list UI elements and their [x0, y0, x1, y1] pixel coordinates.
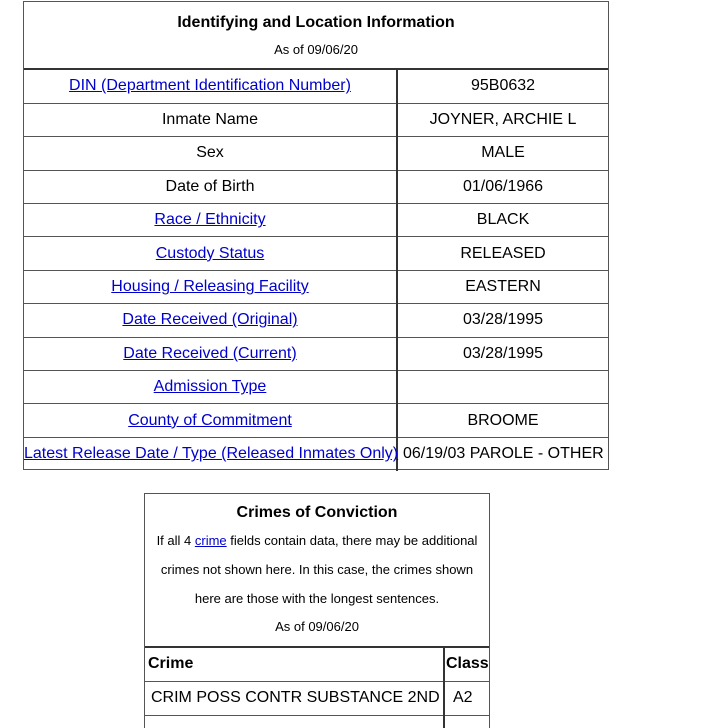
info-label-link[interactable]: Date Received (Original)	[122, 311, 298, 329]
crimes-caption	[145, 494, 489, 648]
crimes-as-of: As of 09/06/20	[275, 619, 359, 634]
info-row	[24, 103, 608, 136]
info-value: EASTERN	[397, 270, 608, 303]
info-row-label-cell	[24, 137, 397, 170]
info-label-link[interactable]: Date Received (Current)	[123, 344, 297, 362]
info-value: 95B0632	[397, 70, 608, 103]
info-row-label-cell	[24, 437, 397, 470]
info-label: Sex	[196, 144, 224, 162]
info-row	[24, 204, 608, 237]
info-row-label-cell	[24, 170, 397, 203]
crimes-note	[145, 523, 489, 613]
identifying-info-table	[23, 1, 609, 470]
info-row	[24, 404, 608, 437]
class-cell: A2	[444, 681, 489, 715]
info-value: 03/28/1995	[397, 337, 608, 370]
info-value: BROOME	[397, 404, 608, 437]
info-value: 01/06/1966	[397, 170, 608, 203]
info-value: 06/19/03 PAROLE - OTHER	[403, 445, 604, 463]
crime-cell	[145, 715, 444, 728]
info-label-link[interactable]: Latest Release Date / Type (Released Inmates Only)	[24, 445, 399, 463]
class-cell	[444, 715, 489, 728]
info-row-label-cell	[24, 404, 397, 437]
info-label-link[interactable]: Race / Ethnicity	[154, 211, 266, 229]
info-value	[397, 371, 608, 404]
info-label: Date of Birth	[165, 177, 255, 195]
info-label: Inmate Name	[161, 111, 259, 129]
info-row	[24, 371, 608, 404]
crimes-header-row	[145, 648, 489, 681]
info-row-label-cell	[24, 237, 397, 270]
crimes-note-suffix: fields contain data, there may be additional crimes not shown here. In this case, the crimes shown here are those with the longest sentences.	[160, 533, 478, 606]
crime-row	[145, 715, 489, 728]
info-value: RELEASED	[397, 237, 608, 270]
info-row-label-cell	[24, 103, 397, 136]
info-row-label-cell	[24, 337, 397, 370]
info-value: BLACK	[397, 204, 608, 237]
crimes-rows	[145, 648, 489, 728]
info-row-label-cell	[24, 204, 397, 237]
identifying-info-as-of: As of 09/06/20	[274, 42, 358, 57]
info-row	[24, 337, 608, 370]
crime-cell: CRIM POSS CONTR SUBSTANCE 2ND	[145, 681, 444, 715]
info-label-link[interactable]: Custody Status	[155, 244, 265, 262]
info-row	[24, 304, 608, 337]
crime-column-header: Crime	[145, 648, 444, 681]
info-row	[24, 270, 608, 303]
info-row	[24, 137, 608, 170]
crimes-note-prefix: If all 4	[156, 533, 195, 548]
identifying-info-title: Identifying and Location Information	[177, 14, 455, 31]
info-value: 03/28/1995	[397, 304, 608, 337]
identifying-info-rows	[24, 70, 608, 471]
info-value: JOYNER, ARCHIE L	[397, 103, 608, 136]
info-label-link[interactable]: County of Commitment	[128, 411, 292, 429]
class-column-header: Class	[444, 648, 489, 681]
info-row-label-cell	[24, 304, 397, 337]
info-value: MALE	[397, 137, 608, 170]
crimes-title: Crimes of Conviction	[236, 504, 398, 521]
info-label-link[interactable]: Admission Type	[153, 378, 267, 396]
crime-help-link[interactable]: crime	[194, 533, 227, 548]
info-row	[24, 437, 608, 470]
info-row	[24, 70, 608, 103]
info-row	[24, 237, 608, 270]
identifying-info-caption	[24, 2, 608, 70]
crimes-of-conviction-table	[144, 493, 490, 728]
info-row	[24, 170, 608, 203]
info-label-link[interactable]: Housing / Releasing Facility	[111, 278, 309, 296]
crime-row	[145, 681, 489, 715]
info-row-label-cell	[24, 371, 397, 404]
info-row-label-cell	[24, 270, 397, 303]
info-row-label-cell	[24, 70, 397, 103]
info-label-link[interactable]: DIN (Department Identification Number)	[69, 77, 351, 95]
